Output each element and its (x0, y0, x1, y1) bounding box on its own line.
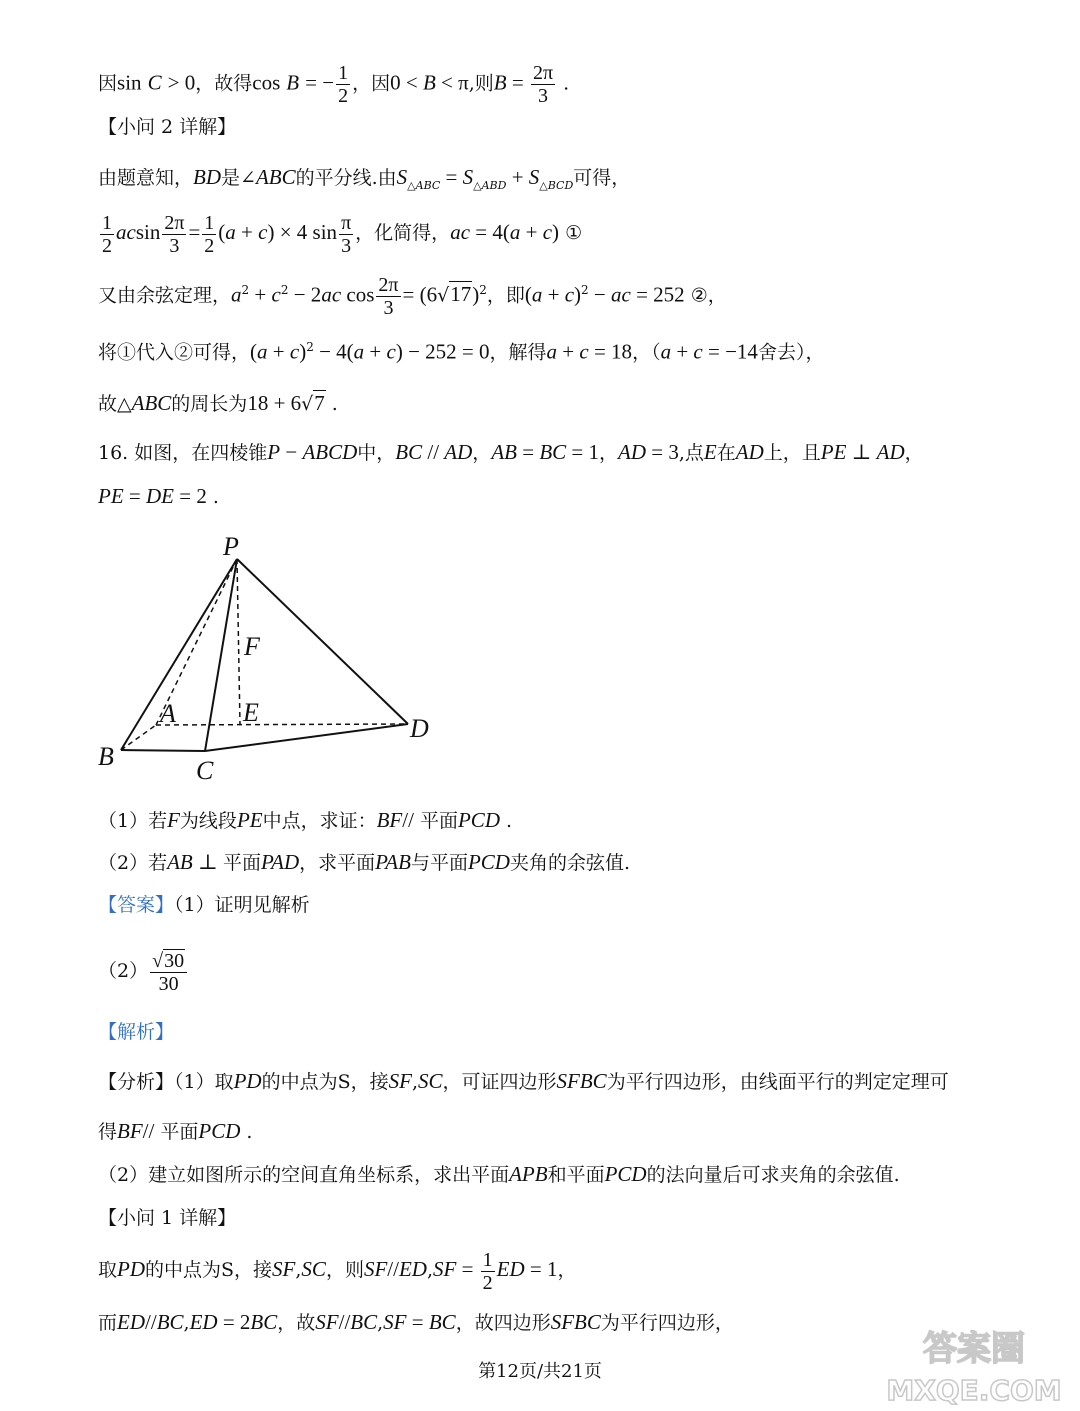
subsection-heading-1: 【小问 1 详解】 (98, 1207, 237, 1229)
problem-16-statement: 16. 如图，在四棱锥P − ABCD中，BC // AD，AB = BC = 1，AD = 3,点E在AD上，且PE ⊥ AD， (98, 440, 924, 464)
solution-line-2: 而ED//BC,ED = 2BC，故SF//BC,SF = BC，故四边形SFBC为平行四边形， (98, 1310, 734, 1334)
text-line-5: 又由余弦定理，$a^2 + c^2 - 2ac$ cos $\frac{2\pi}{3}$ = $(6√17)^2$，即$(a + c)^2$ − ac = 252 ②， (98, 273, 727, 319)
edge-AB-hidden (121, 725, 156, 750)
text-line-4: $\frac{1}{2}$ acsin $\frac{2\pi}{3}$ = $\frac{1}{2}$ (a + c) × 4 sin $\frac{\pi}{3}$ ，化简得，ac = 4(a + c) ① (102, 211, 583, 257)
edge-AD-hidden (156, 724, 408, 725)
label-E: E (243, 698, 259, 727)
answer-tag: 【答案】 (98, 894, 175, 916)
watermark-bottom: MXQE.COM (886, 1374, 1062, 1406)
edge-PC (205, 559, 237, 751)
subsection-heading: 【小问 2 详解】 (98, 116, 237, 138)
answer-line-2: （2） $\frac{√30}{30}$ (98, 942, 189, 1000)
edge-CD (205, 724, 408, 751)
label-D: D (410, 714, 429, 743)
fraction-two-pi-third: $\frac{2\pi}{3}$ (532, 62, 554, 107)
label-F: F (244, 632, 260, 661)
label-C: C (196, 756, 214, 785)
fraction-one-half: $\frac{1}{2}$ (338, 62, 349, 107)
answer-line-1: 【答案】（1）证明见解析 (98, 894, 310, 916)
watermark-logo (886, 1322, 1062, 1406)
question-1: （1）若F为线段PE中点，求证：BF// 平面PCD . (98, 808, 513, 832)
problem-16-statement-cont: PE = DE = 2 . (98, 484, 219, 508)
segment-PE-hidden (237, 559, 240, 725)
analysis-line-2: 得BF// 平面PCD . (98, 1119, 253, 1143)
watermark-top: 答案圈 (923, 1329, 1025, 1369)
solution-line-1: 取PD的中点为S，接SF,SC，则SF//ED,SF = $\frac{1}{2}$ ED = 1， (98, 1248, 577, 1294)
text-line-7: 故△ABC的周长为18 + 6√7 . (98, 391, 338, 415)
pyramid-figure (90, 527, 450, 787)
answer-fraction: $\frac{√30}{30}$ (150, 950, 187, 995)
text-line-6: 将①代入②可得，$(a + c)^2 - 4(a + c) - 252 = 0$，解得a + c = 18，（a + c = −14舍去）， (98, 339, 825, 364)
analysis-line-3: （2）建立如图所示的空间直角坐标系，求出平面APB和平面PCD的法向量后可求夹角的余弦值. (98, 1162, 900, 1186)
label-A: A (160, 699, 176, 728)
question-2: （2）若AB ⊥ 平面PAD，求平面PAB与平面PCD夹角的余弦值. (98, 850, 630, 874)
analysis-tag: 【解析】 (98, 1021, 175, 1043)
text-fragment: 因 (98, 72, 118, 95)
edge-PB (121, 559, 237, 750)
edge-PD (237, 559, 408, 724)
text-line-3: 由题意知，BD是∠ABC的平分线.由$S_{\triangle ABC} = S_{\triangle ABD} + S_{\triangle BCD}$可得， (98, 165, 631, 192)
edge-BC (121, 750, 205, 751)
label-B: B (98, 742, 114, 771)
analysis-line-1: 【分析】（1）取PD的中点为S，接SF,SC，可证四边形SFBC为平行四边形，由线面平行的判定定理可 (98, 1069, 949, 1093)
page-footer: 第12页/共21页 (478, 1361, 602, 1382)
text-line-1: 因sin C > 0，故得cos B = − $\frac{1}{2}$ ，因0 < B < π,则B = $\frac{2\pi}{3}$ . (98, 62, 570, 107)
label-P: P (223, 532, 239, 561)
